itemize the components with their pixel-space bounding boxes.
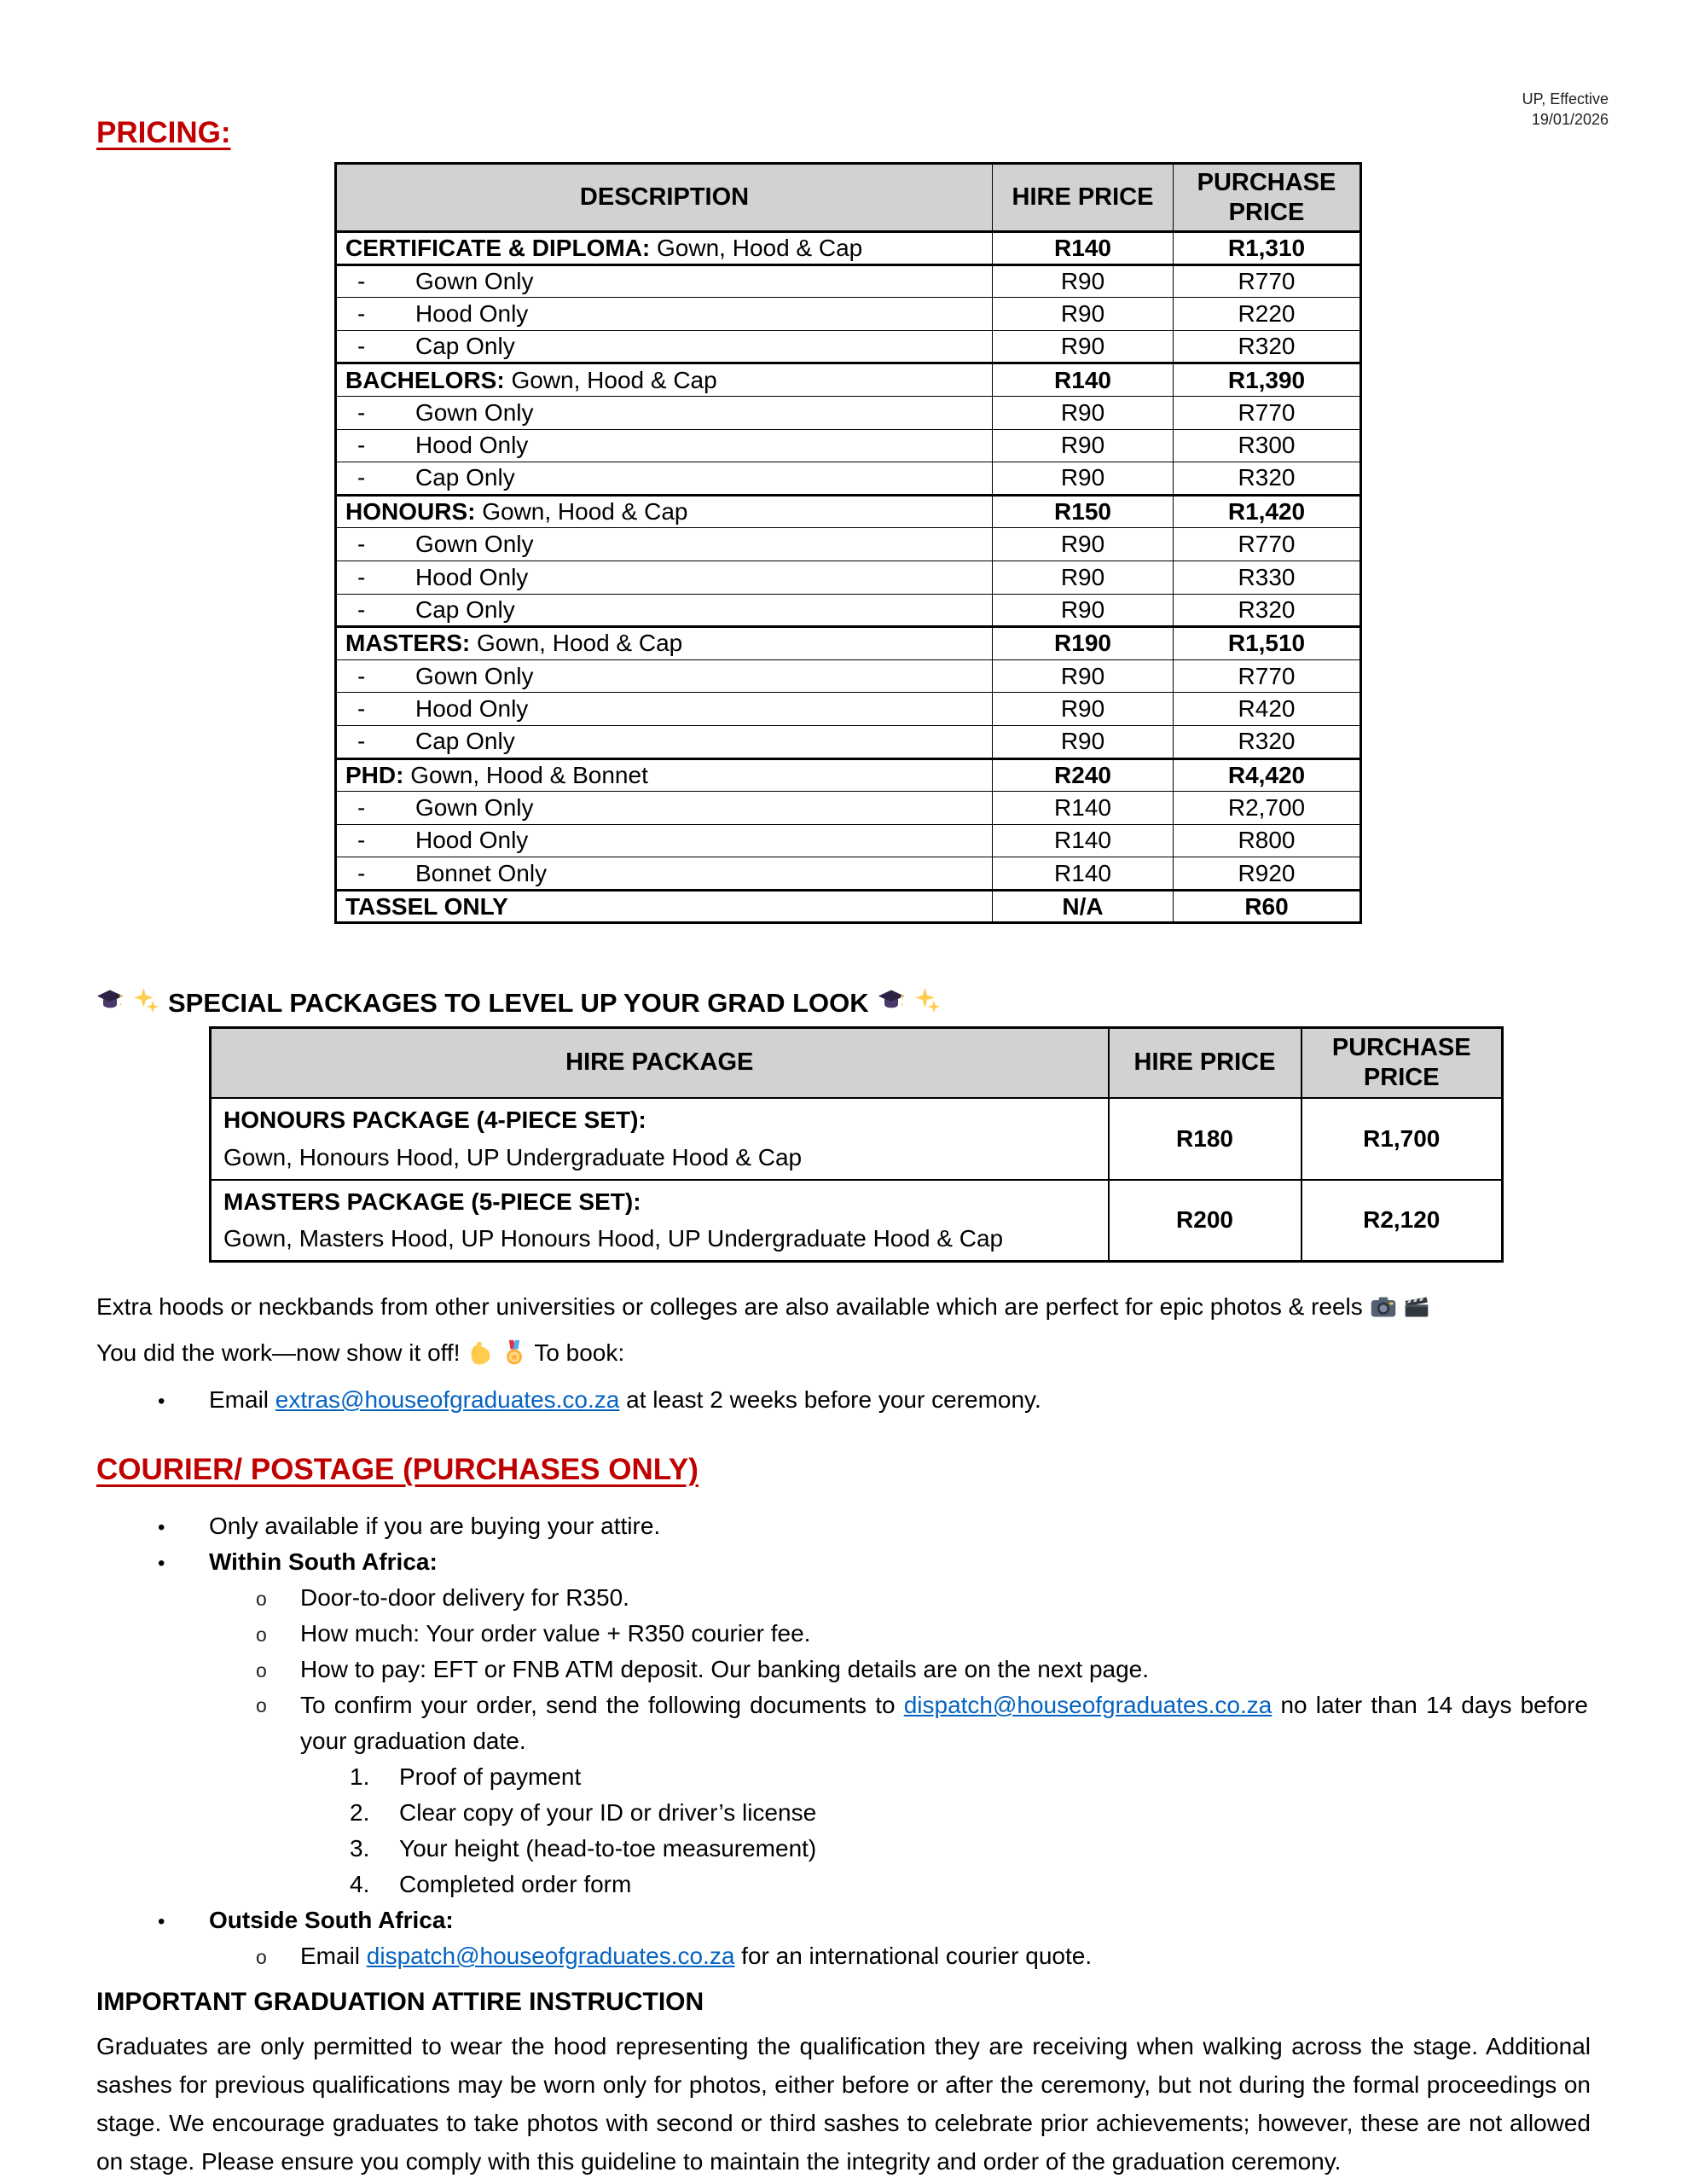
hire-price-cell: R90 xyxy=(993,462,1174,496)
document-item-text: Proof of payment xyxy=(399,1763,582,1790)
courier-item-text: Only available if you are buying your attire. xyxy=(209,1513,661,1539)
table-row xyxy=(336,330,1361,363)
purchase-price-cell: R420 xyxy=(1174,693,1361,726)
courier-section xyxy=(96,1508,1597,1974)
row-label: Gown Only xyxy=(415,793,534,821)
pricing-table-header-row xyxy=(336,164,1361,232)
dash-marker: - xyxy=(357,398,366,426)
row-label-rest: Gown, Hood & Cap xyxy=(470,630,683,657)
table-row xyxy=(336,264,1361,298)
confirm-suffix: no later than 14 days before your graduation date. xyxy=(300,1692,1588,1754)
package-subtitle: Gown, Honours Hood, UP Undergraduate Hood & Cap xyxy=(223,1143,803,1170)
document-item-text: Clear copy of your ID or driver’s license xyxy=(399,1799,817,1826)
number-marker: 2. xyxy=(350,1799,370,1826)
purchase-price-cell: R2,120 xyxy=(1301,1180,1503,1262)
row-label: Hood Only xyxy=(415,695,529,723)
row-label-rest: Gown, Hood & Bonnet xyxy=(403,761,648,788)
hire-price-cell: R90 xyxy=(993,330,1174,363)
number-marker: 4. xyxy=(350,1871,370,1897)
hire-price-cell: R90 xyxy=(993,693,1174,726)
purchase-price-cell: R330 xyxy=(1174,561,1361,594)
purchase-price-cell: R1,310 xyxy=(1174,232,1361,265)
table-row xyxy=(336,495,1361,528)
col-header-purchase-price: PURCHASE PRICE xyxy=(1174,164,1361,232)
hire-price-cell: R90 xyxy=(993,298,1174,331)
confirm-prefix: To confirm your order, send the following documents to xyxy=(300,1692,904,1718)
dash-marker: - xyxy=(357,563,366,590)
effective-date-note xyxy=(1522,89,1609,131)
purchase-price-cell: R300 xyxy=(1174,429,1361,462)
dash-marker: - xyxy=(357,595,366,623)
outside-sa-label: Outside South Africa: xyxy=(209,1907,454,1933)
table-row xyxy=(336,890,1361,923)
bullet-marker: • xyxy=(158,1516,165,1539)
hire-price-cell: R240 xyxy=(993,758,1174,792)
row-label: Cap Only xyxy=(415,464,515,491)
dash-marker: - xyxy=(357,728,366,755)
list-item xyxy=(96,1687,1597,1759)
dispatch-email-link[interactable]: dispatch@houseofgraduates.co.za xyxy=(903,1692,1272,1718)
row-label: Gown Only xyxy=(415,531,534,558)
list-item xyxy=(96,1759,1597,1795)
table-row xyxy=(336,594,1361,627)
dispatch-email-link[interactable]: dispatch@houseofgraduates.co.za xyxy=(366,1943,735,1969)
bullet-marker: • xyxy=(158,1390,165,1413)
col-header-hire-price: HIRE PRICE xyxy=(1109,1028,1301,1098)
table-row xyxy=(336,462,1361,496)
hire-price-cell: R90 xyxy=(993,264,1174,298)
purchase-price-cell: R320 xyxy=(1174,462,1361,496)
row-label: MASTERS: xyxy=(345,630,471,657)
dash-marker: - xyxy=(357,531,366,558)
hire-price-cell: R200 xyxy=(1109,1180,1301,1262)
dash-marker: - xyxy=(357,333,366,360)
hire-price-cell: R140 xyxy=(993,792,1174,825)
row-label-rest: Gown, Hood & Cap xyxy=(504,366,717,393)
table-row xyxy=(336,627,1361,660)
col-header-description: DESCRIPTION xyxy=(336,164,993,232)
purchase-price-cell: R1,390 xyxy=(1174,363,1361,397)
row-label: Hood Only xyxy=(415,432,529,459)
show-off-line xyxy=(96,1336,624,1376)
table-row xyxy=(336,792,1361,825)
courier-heading: COURIER/ POSTAGE (PURCHASES ONLY) xyxy=(96,1453,699,1486)
sparkles-icon xyxy=(913,986,941,1020)
table-row xyxy=(336,857,1361,891)
effective-note-line1: UP, Effective xyxy=(1522,90,1609,107)
hire-price-cell: R180 xyxy=(1109,1098,1301,1180)
row-label: Cap Only xyxy=(415,728,515,755)
row-label: HONOURS: xyxy=(345,498,476,526)
table-row xyxy=(336,298,1361,331)
table-row xyxy=(211,1180,1503,1262)
extra-hoods-paragraph xyxy=(96,1290,1430,1330)
number-marker: 3. xyxy=(350,1835,370,1862)
purchase-price-cell: R320 xyxy=(1174,330,1361,363)
list-item xyxy=(96,1652,1597,1687)
booking-email-prefix: Email xyxy=(209,1386,275,1413)
dash-marker: - xyxy=(357,793,366,821)
confirm-order-text xyxy=(300,1687,1588,1759)
purchase-price-cell: R770 xyxy=(1174,396,1361,429)
within-sa-label: Within South Africa: xyxy=(209,1548,438,1575)
row-label: Gown Only xyxy=(415,398,534,426)
hire-price-cell: R150 xyxy=(993,495,1174,528)
dash-marker: - xyxy=(357,827,366,854)
booking-email-bullet xyxy=(96,1382,1041,1418)
pricing-table xyxy=(334,162,1362,924)
hire-price-cell: R90 xyxy=(993,396,1174,429)
package-title: MASTERS PACKAGE (5-PIECE SET): xyxy=(223,1188,641,1215)
instruction-heading: IMPORTANT GRADUATION ATTIRE INSTRUCTION xyxy=(96,1988,704,2016)
col-header-hire-package: HIRE PACKAGE xyxy=(211,1028,1109,1098)
camera-icon xyxy=(1370,1293,1397,1330)
bullet-marker: • xyxy=(158,1552,165,1575)
list-item xyxy=(96,1616,1597,1652)
clapperboard-icon xyxy=(1403,1293,1430,1330)
package-subtitle: Gown, Masters Hood, UP Honours Hood, UP Undergraduate Hood & Cap xyxy=(223,1225,1004,1252)
list-item xyxy=(96,1795,1597,1831)
dash-marker: - xyxy=(357,432,366,459)
sparkles-icon xyxy=(132,986,159,1020)
table-row xyxy=(336,693,1361,726)
list-item xyxy=(96,1544,1597,1580)
circle-marker: o xyxy=(256,1946,267,1968)
purchase-price-cell: R800 xyxy=(1174,824,1361,857)
table-row xyxy=(336,429,1361,462)
purchase-price-cell: R1,420 xyxy=(1174,495,1361,528)
circle-marker: o xyxy=(256,1659,267,1682)
outside-sa-text xyxy=(300,1943,1092,1969)
circle-marker: o xyxy=(256,1623,267,1646)
outside-suffix: for an international courier quote. xyxy=(734,1943,1093,1969)
hire-price-cell: R140 xyxy=(993,363,1174,397)
packages-table xyxy=(209,1026,1504,1263)
extras-email-link[interactable]: extras@houseofgraduates.co.za xyxy=(275,1386,620,1413)
row-label-rest: Gown, Hood & Cap xyxy=(650,234,863,261)
purchase-price-cell: R770 xyxy=(1174,528,1361,561)
table-row xyxy=(336,725,1361,758)
packages-heading xyxy=(96,986,941,1020)
row-label: Gown Only xyxy=(415,267,534,294)
show-off-text: You did the work—now show it off! xyxy=(96,1339,461,1366)
purchase-price-cell: R60 xyxy=(1174,890,1361,923)
effective-note-line2: 19/01/2026 xyxy=(1531,111,1609,129)
hire-price-cell: R140 xyxy=(993,232,1174,265)
list-item xyxy=(96,1508,1597,1544)
instruction-paragraph: Graduates are only permitted to wear the hood representing the qualification they are receiving when walking across the stage. Additional sashes for previous qualifications may be worn only for photos, either before or after the ceremony, but not during the formal proceedings on stage. We encourage graduates to take photos with second or third sashes to celebrate prior achievements; however, these are not allowed on stage. Please ensure you comply with this guideline to maintain the integrity and order of the graduation ceremony. xyxy=(96,2033,1591,2175)
hire-price-cell: R90 xyxy=(993,528,1174,561)
dash-marker: - xyxy=(357,267,366,294)
table-row xyxy=(336,232,1361,265)
document-item-text: Completed order form xyxy=(399,1871,632,1897)
flexed-biceps-icon xyxy=(467,1339,494,1376)
dash-marker: - xyxy=(357,464,366,491)
row-label: PHD: xyxy=(345,761,404,788)
purchase-price-cell: R220 xyxy=(1174,298,1361,331)
table-row xyxy=(336,824,1361,857)
row-label: CERTIFICATE & DIPLOMA: xyxy=(345,234,651,261)
dash-marker: - xyxy=(357,695,366,723)
hire-price-cell: R90 xyxy=(993,561,1174,594)
purchase-price-cell: R920 xyxy=(1174,857,1361,891)
table-row xyxy=(211,1098,1503,1180)
booking-email-text xyxy=(209,1386,1041,1413)
row-label: Cap Only xyxy=(415,333,515,360)
table-row xyxy=(336,396,1361,429)
table-row xyxy=(336,561,1361,594)
list-item xyxy=(96,1867,1597,1902)
purchase-price-cell: R320 xyxy=(1174,594,1361,627)
purchase-price-cell: R770 xyxy=(1174,659,1361,693)
row-label: BACHELORS: xyxy=(345,366,505,393)
pricing-heading: PRICING: xyxy=(96,116,231,149)
table-row xyxy=(336,528,1361,561)
extra-hoods-text: Extra hoods or neckbands from other universities or colleges are also available which are perfect for epic photos & reels xyxy=(96,1293,1363,1320)
hire-price-cell: N/A xyxy=(993,890,1174,923)
courier-item-text: Door-to-door delivery for R350. xyxy=(300,1584,629,1611)
circle-marker: o xyxy=(256,1588,267,1610)
courier-item-text: How much: Your order value + R350 courier fee. xyxy=(300,1620,811,1647)
booking-email-suffix: at least 2 weeks before your ceremony. xyxy=(619,1386,1041,1413)
list-item xyxy=(96,1902,1597,1938)
circle-marker: o xyxy=(256,1694,267,1716)
purchase-price-cell: R1,700 xyxy=(1301,1098,1503,1180)
row-label: Bonnet Only xyxy=(415,859,548,886)
courier-item-text: How to pay: EFT or FNB ATM deposit. Our banking details are on the next page. xyxy=(300,1656,1150,1682)
list-item xyxy=(96,1580,1597,1616)
col-header-purchase-price: PURCHASE PRICE xyxy=(1301,1028,1503,1098)
purchase-price-cell: R320 xyxy=(1174,725,1361,758)
row-label: Gown Only xyxy=(415,662,534,689)
row-label: Hood Only xyxy=(415,563,529,590)
medal-icon xyxy=(501,1339,528,1376)
dash-marker: - xyxy=(357,299,366,327)
hire-price-cell: R140 xyxy=(993,857,1174,891)
purchase-price-cell: R770 xyxy=(1174,264,1361,298)
number-marker: 1. xyxy=(350,1763,370,1790)
purchase-price-cell: R4,420 xyxy=(1174,758,1361,792)
to-book-text: To book: xyxy=(534,1339,625,1366)
graduation-cap-icon xyxy=(878,986,905,1020)
bullet-marker: • xyxy=(158,1910,165,1933)
hire-price-cell: R90 xyxy=(993,594,1174,627)
outside-prefix: Email xyxy=(300,1943,367,1969)
package-title: HONOURS PACKAGE (4-PIECE SET): xyxy=(223,1107,646,1134)
packages-table-header-row xyxy=(211,1028,1503,1098)
row-label: TASSEL ONLY xyxy=(345,892,508,920)
hire-price-cell: R90 xyxy=(993,659,1174,693)
row-label: Hood Only xyxy=(415,299,529,327)
row-label: Hood Only xyxy=(415,827,529,854)
col-header-hire-price: HIRE PRICE xyxy=(993,164,1174,232)
table-row xyxy=(336,363,1361,397)
row-label-rest: Gown, Hood & Cap xyxy=(475,498,688,526)
list-item xyxy=(96,1831,1597,1867)
graduation-cap-icon xyxy=(96,986,124,1020)
hire-price-cell: R190 xyxy=(993,627,1174,660)
purchase-price-cell: R2,700 xyxy=(1174,792,1361,825)
table-row xyxy=(336,659,1361,693)
dash-marker: - xyxy=(357,662,366,689)
purchase-price-cell: R1,510 xyxy=(1174,627,1361,660)
hire-price-cell: R140 xyxy=(993,824,1174,857)
document-item-text: Your height (head-to-toe measurement) xyxy=(399,1835,817,1862)
table-row xyxy=(336,758,1361,792)
hire-price-cell: R90 xyxy=(993,429,1174,462)
row-label: Cap Only xyxy=(415,595,515,623)
dash-marker: - xyxy=(357,859,366,886)
list-item xyxy=(96,1938,1597,1974)
hire-price-cell: R90 xyxy=(993,725,1174,758)
packages-heading-text: SPECIAL PACKAGES TO LEVEL UP YOUR GRAD LOOK xyxy=(168,988,869,1018)
